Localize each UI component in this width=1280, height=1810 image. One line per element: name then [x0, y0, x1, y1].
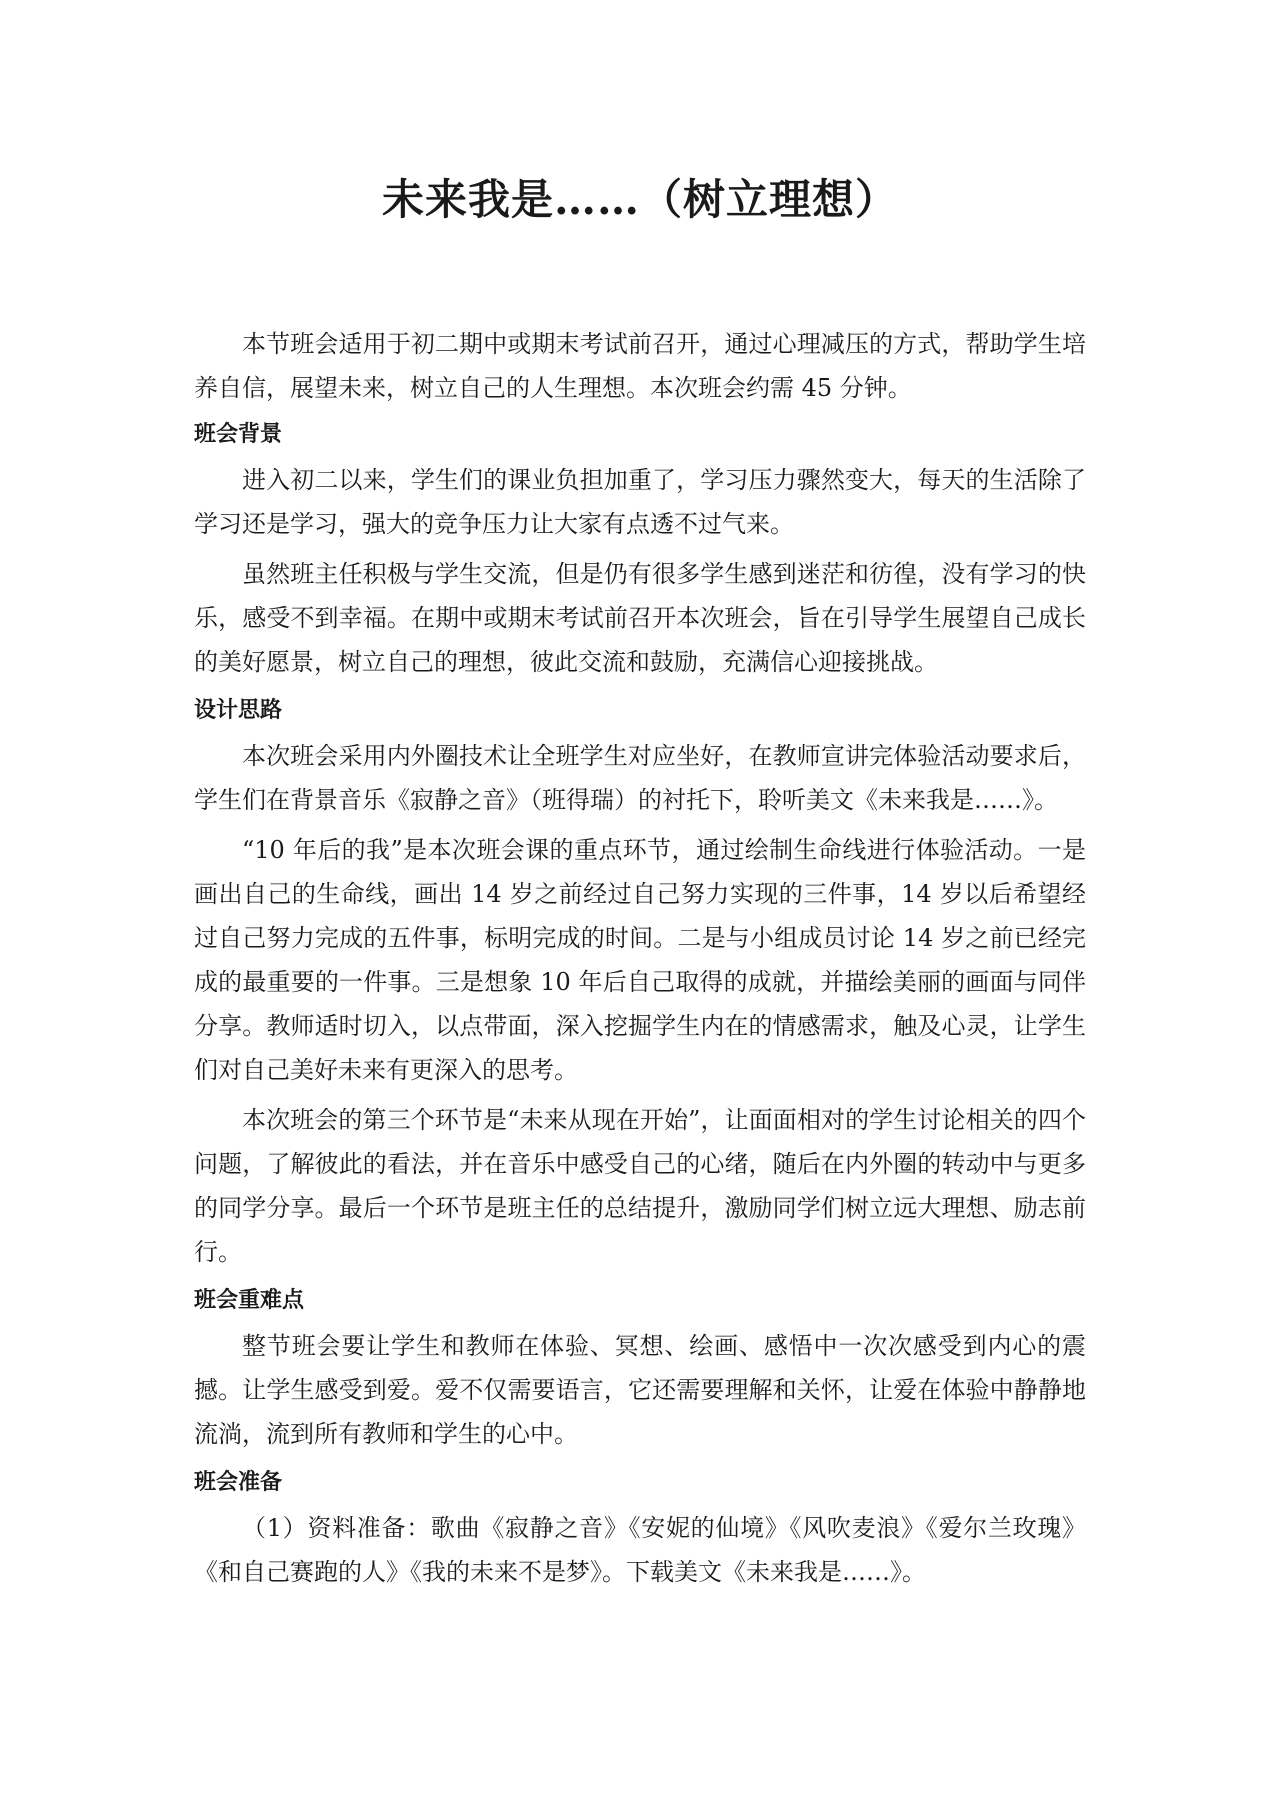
- document-title: 未来我是……（树立理想）: [381, 175, 898, 224]
- section-heading: 设计思路: [194, 697, 283, 723]
- intro-paragraph: 本节班会适用于初二期中或期末考试前召开，通过心理减压的方式，帮助学生培养自信，展望未来，树立自己的人生理想。本次班会约需 45 分钟。: [194, 330, 1086, 402]
- section-heading: 班会背景: [194, 421, 283, 447]
- section-design-idea: [194, 690, 1086, 1274]
- paragraph: 本次班会的第三个环节是“未来从现在开始”，让面面相对的学生讨论相关的四个问题，了解彼此的看法，并在音乐中感受自己的心绪，随后在内外圈的转动中与更多的同学分享。最后一个环节是班主任的总结提升，激励同学们树立远大理想、励志前行。: [194, 1106, 1086, 1266]
- section-heading: 班会准备: [194, 1469, 283, 1495]
- section-heading: 班会重难点: [194, 1287, 305, 1313]
- paragraph: 虽然班主任积极与学生交流，但是仍有很多学生感到迷茫和彷徨，没有学习的快乐，感受不到幸福。在期中或期末考试前召开本次班会，旨在引导学生展望自己成长的美好愿景，树立自己的理想，彼此交流和鼓励，充满信心迎接挑战。: [194, 560, 1086, 676]
- paragraph: 进入初二以来，学生们的课业负担加重了，学习压力骤然变大，每天的生活除了学习还是学习，强大的竞争压力让大家有点透不过气来。: [194, 466, 1086, 538]
- section-background: [194, 414, 1086, 684]
- paragraph: （1）资料准备：歌曲《寂静之音》《安妮的仙境》《风吹麦浪》《爱尔兰玫瑰》《和自己赛跑的人》《我的未来不是梦》。下载美文《未来我是……》。: [194, 1514, 1086, 1586]
- document-body: [194, 322, 1086, 1594]
- section-key-points: [194, 1280, 1086, 1456]
- paragraph: 整节班会要让学生和教师在体验、冥想、绘画、感悟中一次次感受到内心的震撼。让学生感受到爱。爱不仅需要语言，它还需要理解和关怀，让爱在体验中静静地流淌，流到所有教师和学生的心中。: [194, 1332, 1086, 1448]
- document-page: [194, 150, 1086, 1600]
- paragraph: “10 年后的我”是本次班会课的重点环节，通过绘制生命线进行体验活动。一是画出自己的生命线，画出 14 岁之前经过自己努力实现的三件事，14 岁以后希望经过自己努力完成的五件事，标明完成的时间。二是与小组成员讨论 14 岁之前已经完成的最重要的一件事。三是想象 10 年后自己取得的成就，并描绘美丽的画面与同伴分享。教师适时切入，以点带面，深入挖掘学生内在的情感需求，触及心灵，让学生们对自己美好未来有更深入的思考。: [194, 836, 1086, 1084]
- section-preparation: [194, 1462, 1086, 1594]
- paragraph: 本次班会采用内外圈技术让全班学生对应坐好，在教师宣讲完体验活动要求后，学生们在背景音乐《寂静之音》（班得瑞）的衬托下，聆听美文《未来我是……》。: [194, 742, 1086, 814]
